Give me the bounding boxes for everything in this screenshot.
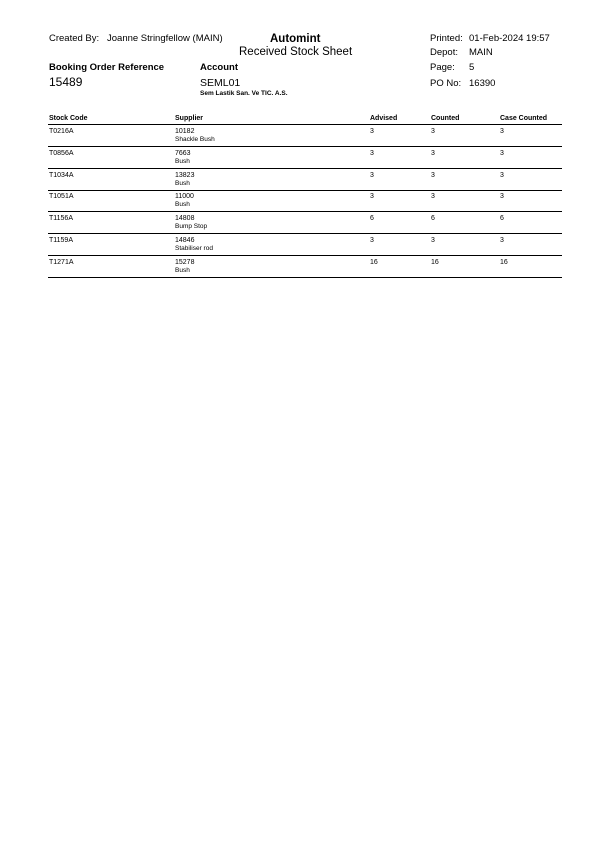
- supplier-code-cell: 7663: [175, 149, 191, 157]
- table-row: [0, 147, 595, 169]
- column-header-supplier: Supplier: [175, 115, 204, 122]
- case-counted-cell: 6: [500, 215, 504, 223]
- booking-ref-value: 15489: [49, 75, 83, 89]
- description-cell: Bush: [175, 157, 190, 165]
- advised-cell: 3: [370, 171, 374, 179]
- description-cell: Bump Stop: [175, 223, 208, 231]
- counted-cell: 3: [431, 193, 435, 201]
- advised-cell: 6: [370, 215, 374, 223]
- row-divider: [48, 277, 562, 278]
- stock-code-cell: T1034A: [49, 171, 74, 179]
- counted-cell: 6: [431, 215, 435, 223]
- table-row: [0, 256, 595, 278]
- page-label: Page:: [430, 62, 455, 73]
- advised-cell: 3: [370, 149, 374, 157]
- advised-cell: 3: [370, 237, 374, 244]
- case-counted-cell: 16: [500, 258, 508, 266]
- stock-code-cell: T1159A: [49, 237, 73, 244]
- case-counted-cell: 3: [500, 128, 504, 135]
- description-cell: Shackle Bush: [175, 136, 215, 143]
- table-row: [0, 169, 595, 191]
- description-cell: Bush: [175, 179, 190, 187]
- column-header-advised: Advised: [370, 115, 398, 122]
- description-cell: Stabiliser rod: [175, 245, 213, 252]
- supplier-code-cell: 14808: [175, 215, 195, 223]
- stock-code-cell: T1156A: [49, 215, 73, 223]
- po-label: PO No:: [430, 78, 462, 89]
- column-header-counted: Counted: [431, 115, 460, 122]
- created-by-label: Created By:: [49, 33, 100, 44]
- table-row: [0, 190, 595, 212]
- description-cell: Bush: [175, 266, 190, 274]
- supplier-code-cell: 11000: [175, 193, 194, 201]
- column-header-stock-code: Stock Code: [49, 115, 88, 122]
- depot-value: MAIN: [469, 47, 493, 58]
- advised-cell: 3: [370, 128, 374, 135]
- table-row: [0, 234, 595, 256]
- supplier-code-cell: 13823: [175, 171, 195, 179]
- printed-value: 01-Feb-2024 19:57: [469, 33, 550, 44]
- column-header-case-counted: Case Counted: [500, 115, 548, 122]
- counted-cell: 3: [431, 149, 435, 157]
- stock-code-cell: T0856A: [49, 149, 74, 157]
- description-cell: Bush: [175, 201, 190, 209]
- case-counted-cell: 3: [500, 193, 504, 201]
- stock-code-cell: T1051A: [49, 193, 74, 201]
- case-counted-cell: 3: [500, 149, 504, 157]
- supplier-code-cell: 15278: [175, 258, 195, 266]
- stock-code-cell: T0216A: [49, 128, 74, 135]
- depot-label: Depot:: [430, 47, 458, 58]
- counted-cell: 3: [431, 237, 435, 244]
- account-name: Sem Lastik San. Ve TIC. A.S.: [200, 90, 288, 97]
- case-counted-cell: 3: [500, 237, 504, 244]
- document-title: Received Stock Sheet: [239, 46, 353, 58]
- case-counted-cell: 3: [500, 171, 504, 179]
- account-code: SEML01: [200, 77, 241, 89]
- printed-label: Printed:: [430, 33, 463, 44]
- advised-cell: 3: [370, 193, 374, 201]
- po-value: 16390: [469, 78, 496, 89]
- table-row: [0, 212, 595, 234]
- counted-cell: 16: [431, 258, 439, 266]
- booking-ref-label: Booking Order Reference: [49, 62, 165, 73]
- company-name: Automint: [270, 33, 321, 45]
- account-label: Account: [200, 62, 238, 73]
- supplier-code-cell: 10182: [175, 128, 195, 135]
- table-row: [0, 125, 595, 147]
- stock-code-cell: T1271A: [49, 258, 74, 266]
- page-value: 5: [469, 62, 475, 73]
- counted-cell: 3: [431, 171, 435, 179]
- advised-cell: 16: [370, 258, 378, 266]
- supplier-code-cell: 14846: [175, 237, 195, 244]
- counted-cell: 3: [431, 128, 435, 135]
- created-by-value: Joanne Stringfellow (MAIN): [107, 33, 223, 44]
